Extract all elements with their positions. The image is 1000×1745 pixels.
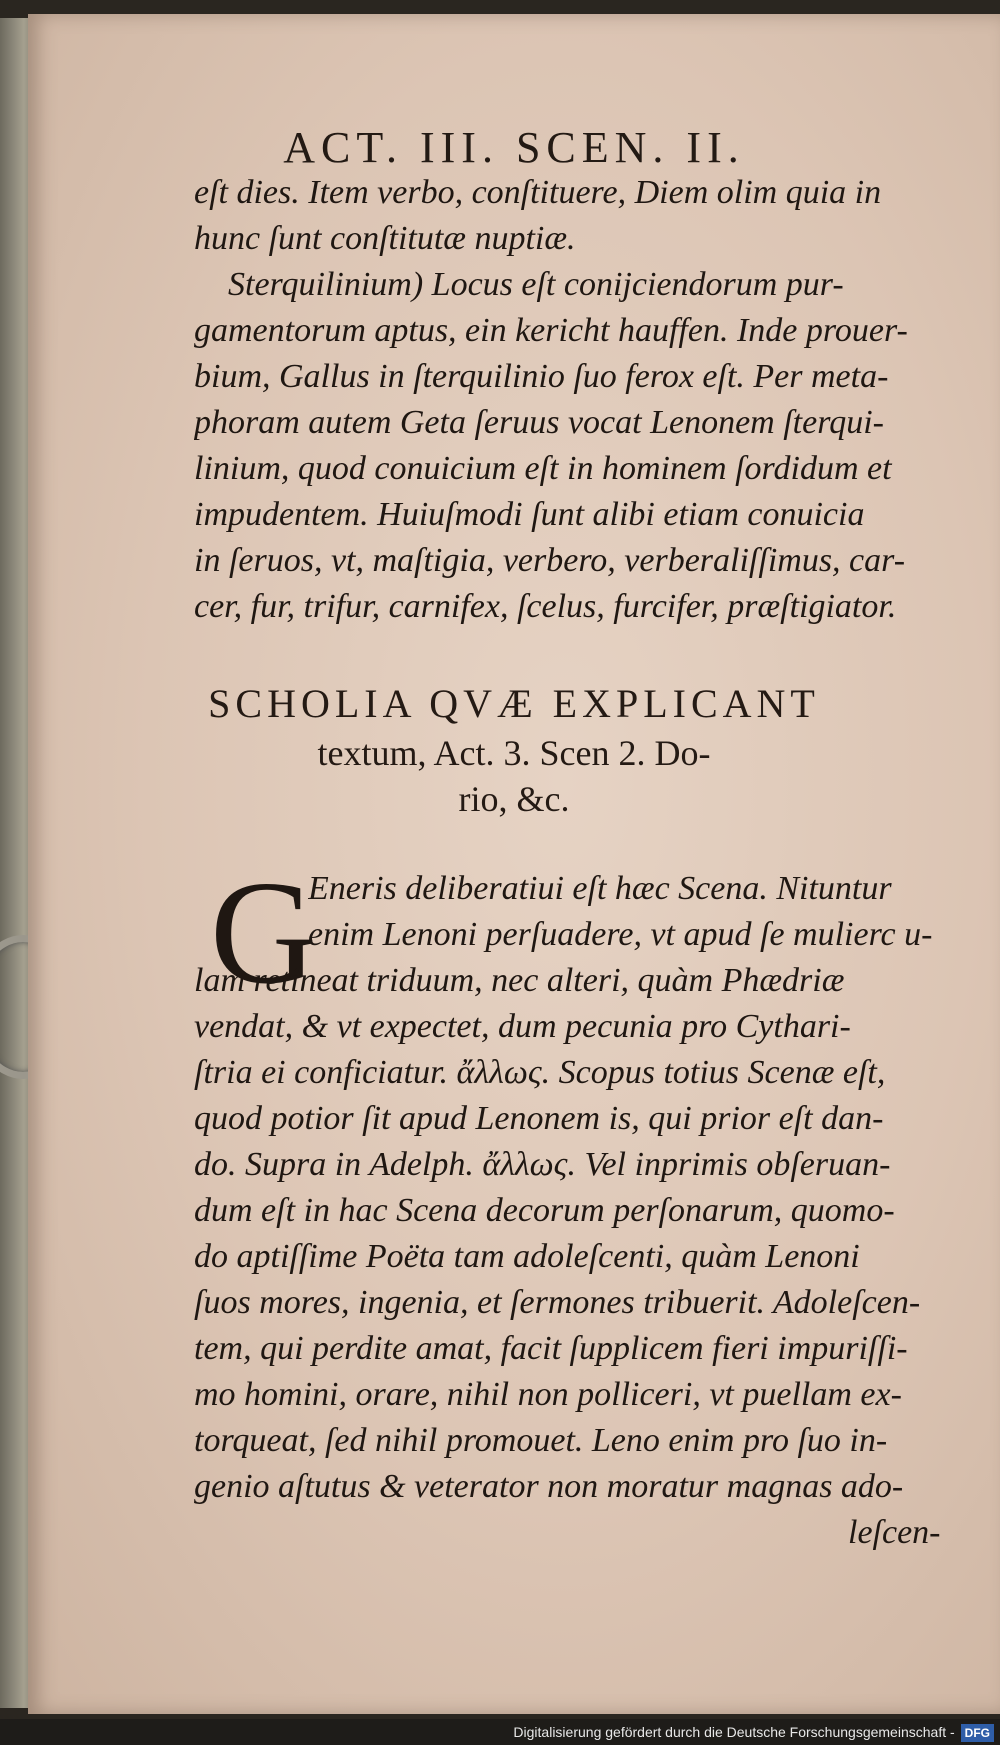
text-line: genio aſtutus & veterator non moratur magnas ado-: [194, 1468, 904, 1505]
text-line: Eneris deliberatiui eſt hæc Scena. Nituntur: [308, 870, 892, 907]
text-line: do aptiſſime Poëta tam adoleſcenti, quàm Lenoni: [194, 1238, 860, 1275]
text-line: hunc ſunt conſtitutæ nuptiæ.: [194, 220, 576, 257]
text-line: linium, quod conuicium eſt in hominem ſordidum et: [194, 450, 892, 487]
text-line: Sterquilinium) Locus eſt conijciendorum pur-: [228, 266, 844, 303]
text-line: quod potior ſit apud Lenonem is, qui prior eſt dan-: [194, 1100, 884, 1137]
book-page: [28, 14, 1000, 1714]
section-subtitle: textum, Act. 3. Scen 2. Do-: [317, 733, 711, 773]
text-line: ſtria ei conficiatur. ἄλλως. Scopus totius Scenæ eſt,: [194, 1054, 886, 1091]
text-line: impudentem. Huiuſmodi ſunt alibi etiam conuicia: [194, 496, 865, 533]
text-line: phoram autem Geta ſeruus vocat Lenonem ſterqui-: [194, 404, 884, 441]
section-subtitle: rio, &c.: [458, 779, 570, 819]
text-line: dum eſt in hac Scena decorum perſonarum, quomo-: [194, 1192, 895, 1229]
text-line: in ſeruos, vt, maſtigia, verbero, verberaliſſimus, car-: [194, 542, 906, 579]
text-line: bium, Gallus in ſterquilinio ſuo ferox eſt. Per meta-: [194, 358, 889, 395]
text-line: vendat, & vt expectet, dum pecunia pro Cythari-: [194, 1008, 851, 1045]
text-line: mo homini, orare, nihil non polliceri, vt puellam ex-: [194, 1376, 902, 1413]
text-line: gamentorum aptus, ein kericht hauffen. Inde prouer-: [194, 312, 908, 349]
text-line: torqueat, ſed nihil promouet. Leno enim pro ſuo in-: [194, 1422, 888, 1459]
dfg-logo: DFG: [961, 1724, 994, 1742]
catchword: leſcen-: [848, 1514, 941, 1551]
text-line: cer, fur, trifur, carnifex, ſcelus, furcifer, præſtigiator.: [194, 588, 897, 625]
running-header: ACT. III. SCEN. II.: [283, 123, 745, 172]
text-line: do. Supra in Adelph. ἄλλως. Vel inprimis obſeruan-: [194, 1146, 891, 1183]
footer-text: Digitalisierung gefördert durch die Deutsche Forschungsgemeinschaft -: [513, 1724, 955, 1740]
text-line: tem, qui perdite amat, facit ſupplicem fieri impuriſſi-: [194, 1330, 908, 1367]
digitization-footer: [0, 1719, 1000, 1745]
drop-cap: G: [210, 851, 317, 1015]
text-line: lam retineat triduum, nec alteri, quàm Phædriæ: [194, 962, 845, 999]
text-line: ſuos mores, ingenia, et ſermones tribuerit. Adoleſcen-: [194, 1284, 921, 1321]
text-line: enim Lenoni perſuadere, vt apud ſe mulierc u-: [308, 916, 933, 953]
text-line: eſt dies. Item verbo, conſtituere, Diem olim quia in: [194, 174, 882, 211]
section-title: SCHOLIA QVÆ EXPLICANT: [208, 681, 820, 726]
